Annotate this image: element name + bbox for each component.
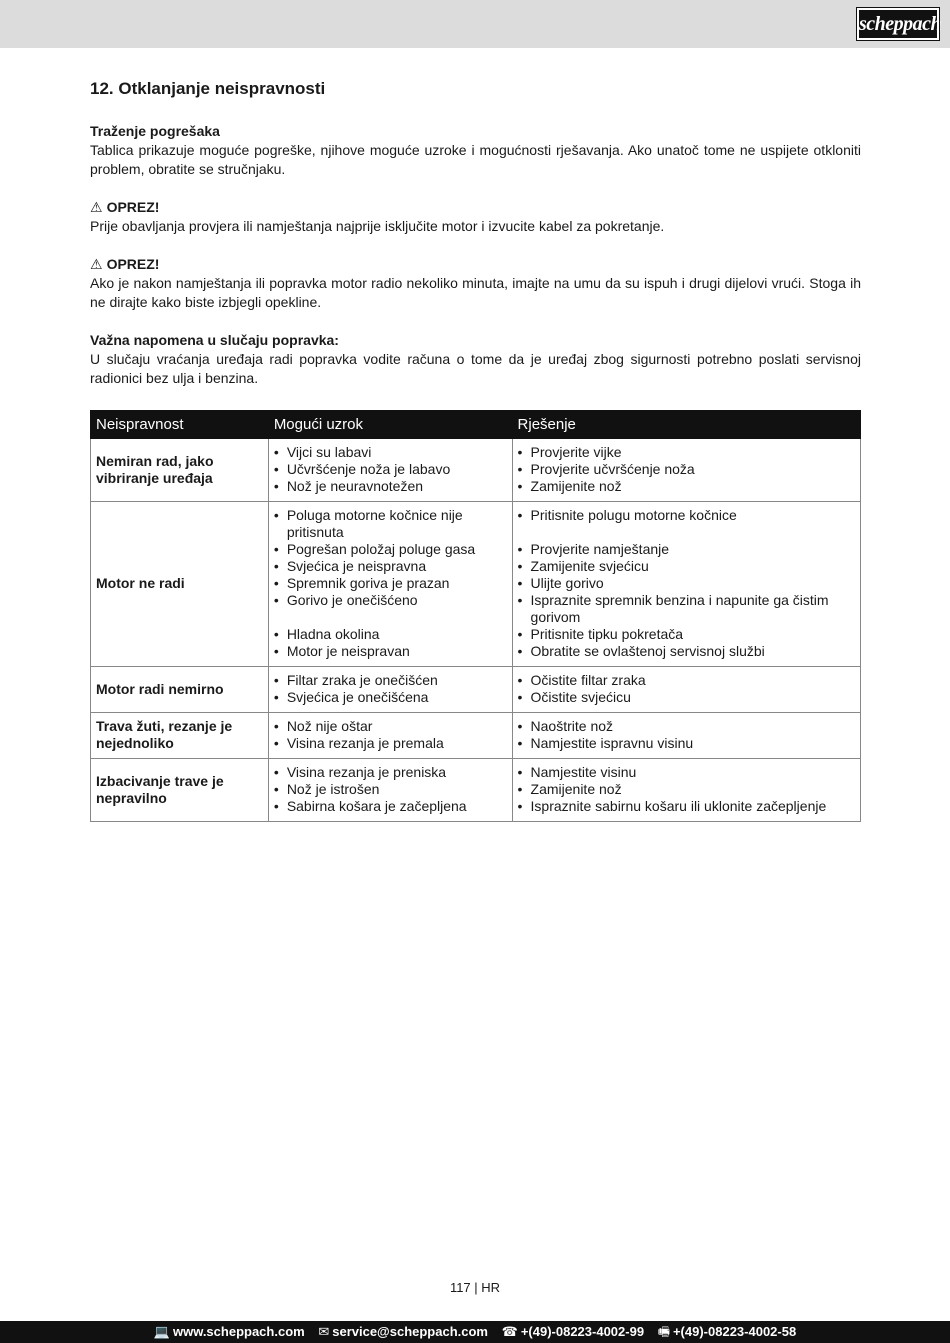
cause-item: • Nož je istrošen <box>274 781 507 798</box>
cause-item: • Visina rezanja je premala <box>274 735 507 752</box>
table-body <box>91 439 861 822</box>
solution-item: • Provjerite namještanje <box>518 541 855 558</box>
section-heading: Traženje pogrešaka <box>90 123 220 139</box>
footer-phone: ☎ +(49)-08223-4002-99 <box>501 1324 645 1339</box>
warning-triangle-icon: ⚠ <box>90 199 103 215</box>
solution-list <box>518 718 855 752</box>
fax-icon: 🖷 <box>657 1324 670 1339</box>
page-number: 117 | HR <box>449 1280 501 1295</box>
cause-item: • Visina rezanja je preniska <box>274 764 507 781</box>
solution-item: • Provjerite vijke <box>518 444 855 461</box>
header-bar <box>0 0 950 48</box>
cause-cell <box>268 439 512 502</box>
footer-website[interactable]: 💻 www.scheppach.com <box>153 1324 305 1339</box>
fault-cell: Trava žuti, rezanje je nejednoliko <box>91 713 269 759</box>
cause-item: • Nož je neuravnotežen <box>274 478 507 495</box>
cause-item: • Pogrešan položaj poluge gasa <box>274 541 507 558</box>
solution-item: • Zamijenite svjećicu <box>518 558 855 575</box>
solution-item: • Naoštrite nož <box>518 718 855 735</box>
solution-item: • Zamijenite nož <box>518 478 855 495</box>
cause-cell <box>268 502 512 667</box>
solution-item: • Namjestite visinu <box>518 764 855 781</box>
table-header-row <box>91 411 861 439</box>
cause-item: • Poluga motorne kočnice nije pritisnuta <box>274 507 507 541</box>
section-text: Tablica prikazuje moguće pogreške, njihove moguće uzroke i mogućnosti rješavanja. Ako unatoč tome ne uspijete otkloniti problem, obratite se stručnjaku. <box>90 142 861 177</box>
section-text: U slučaju vraćanja uređaja radi popravka vodite računa o tome da je uređaj zbog sigurnosti potrebno poslati servisnoj radionici bez ulja i benzina. <box>90 351 861 386</box>
cause-cell <box>268 759 512 822</box>
solution-item: • Ispraznite sabirnu košaru ili uklonite začepljenje <box>518 798 855 815</box>
section-repair-note <box>90 331 861 388</box>
solution-item: • Zamijenite nož <box>518 781 855 798</box>
cause-item: • Svjećica je neispravna <box>274 558 507 575</box>
cause-item: • Učvršćenje noža je labavo <box>274 461 507 478</box>
caution-heading: OPREZ! <box>106 199 160 215</box>
caution-text: Ako je nakon namještanja ili popravka motor radio nekoliko minuta, imajte na umu da su ispuh i drugi dijelovi vrući. Stoga ih ne dirajte kako biste izbjegli opekline. <box>90 275 861 310</box>
solution-item: • Pritisnite polugu motorne kočnice <box>518 507 855 524</box>
solution-list <box>518 507 855 660</box>
table-row <box>91 439 861 502</box>
cause-list <box>274 718 507 752</box>
cause-item: • Motor je neispravan <box>274 643 507 660</box>
cause-item: • Vijci su labavi <box>274 444 507 461</box>
troubleshooting-table <box>90 410 861 822</box>
footer-email[interactable]: ✉ service@scheppach.com <box>318 1324 488 1339</box>
solution-item: • Pritisnite tipku pokretača <box>518 626 855 643</box>
cause-item: • Svjećica je onečišćena <box>274 689 507 706</box>
fault-cell: Izbacivanje trave je nepravilno <box>91 759 269 822</box>
section-search <box>90 122 861 179</box>
cause-list <box>274 764 507 815</box>
computer-icon: 💻 <box>153 1324 170 1339</box>
cause-item: • Spremnik goriva je prazan <box>274 575 507 592</box>
footer-fax: 🖷 +(49)-08223-4002-58 <box>657 1324 797 1339</box>
footer-bar <box>0 1321 950 1343</box>
fault-cell: Nemiran rad, jako vibriranje uređaja <box>91 439 269 502</box>
cause-item <box>274 609 507 626</box>
section-caution-2 <box>90 255 861 312</box>
column-header-solution: Rješenje <box>512 411 860 439</box>
solution-list <box>518 764 855 815</box>
cause-cell <box>268 667 512 713</box>
cause-cell <box>268 713 512 759</box>
solution-item: • Namjestite ispravnu visinu <box>518 735 855 752</box>
section-caution-1 <box>90 198 861 236</box>
solution-list <box>518 672 855 706</box>
page-content <box>90 78 861 822</box>
table-row <box>91 502 861 667</box>
cause-list <box>274 507 507 660</box>
solution-item: • Očistite filtar zraka <box>518 672 855 689</box>
cause-item: • Filtar zraka je onečišćen <box>274 672 507 689</box>
solution-cell <box>512 439 860 502</box>
envelope-icon: ✉ <box>318 1324 330 1339</box>
solution-cell <box>512 502 860 667</box>
warning-triangle-icon: ⚠ <box>90 256 103 272</box>
scheppach-logo: scheppach <box>857 8 939 40</box>
cause-item: • Nož nije oštar <box>274 718 507 735</box>
solution-item <box>518 524 855 541</box>
solution-cell <box>512 713 860 759</box>
solution-item: • Ispraznite spremnik benzina i napunite ga čistim gorivom <box>518 592 855 626</box>
cause-list <box>274 672 507 706</box>
solution-list <box>518 444 855 495</box>
solution-cell <box>512 759 860 822</box>
page-title: 12. Otklanjanje neispravnosti <box>90 79 326 98</box>
section-heading: Važna napomena u slučaju popravka: <box>90 332 339 348</box>
caution-text: Prije obavljanja provjera ili namještanja najprije isključite motor i izvucite kabel za pokretanje. <box>90 218 665 234</box>
table-row <box>91 713 861 759</box>
solution-item: • Očistite svjećicu <box>518 689 855 706</box>
table-row <box>91 667 861 713</box>
cause-item: • Hladna okolina <box>274 626 507 643</box>
solution-item: • Provjerite učvršćenje noža <box>518 461 855 478</box>
column-header-cause: Mogući uzrok <box>268 411 512 439</box>
fault-cell: Motor ne radi <box>91 502 269 667</box>
fault-cell: Motor radi nemirno <box>91 667 269 713</box>
solution-item: • Ulijte gorivo <box>518 575 855 592</box>
cause-item: • Sabirna košara je začepljena <box>274 798 507 815</box>
phone-icon: ☎ <box>501 1324 518 1339</box>
cause-item: • Gorivo je onečišćeno <box>274 592 507 609</box>
caution-heading: OPREZ! <box>106 256 160 272</box>
cause-list <box>274 444 507 495</box>
solution-item: • Obratite se ovlaštenoj servisnoj službi <box>518 643 855 660</box>
table-row <box>91 759 861 822</box>
solution-cell <box>512 667 860 713</box>
column-header-fault: Neispravnost <box>91 411 269 439</box>
